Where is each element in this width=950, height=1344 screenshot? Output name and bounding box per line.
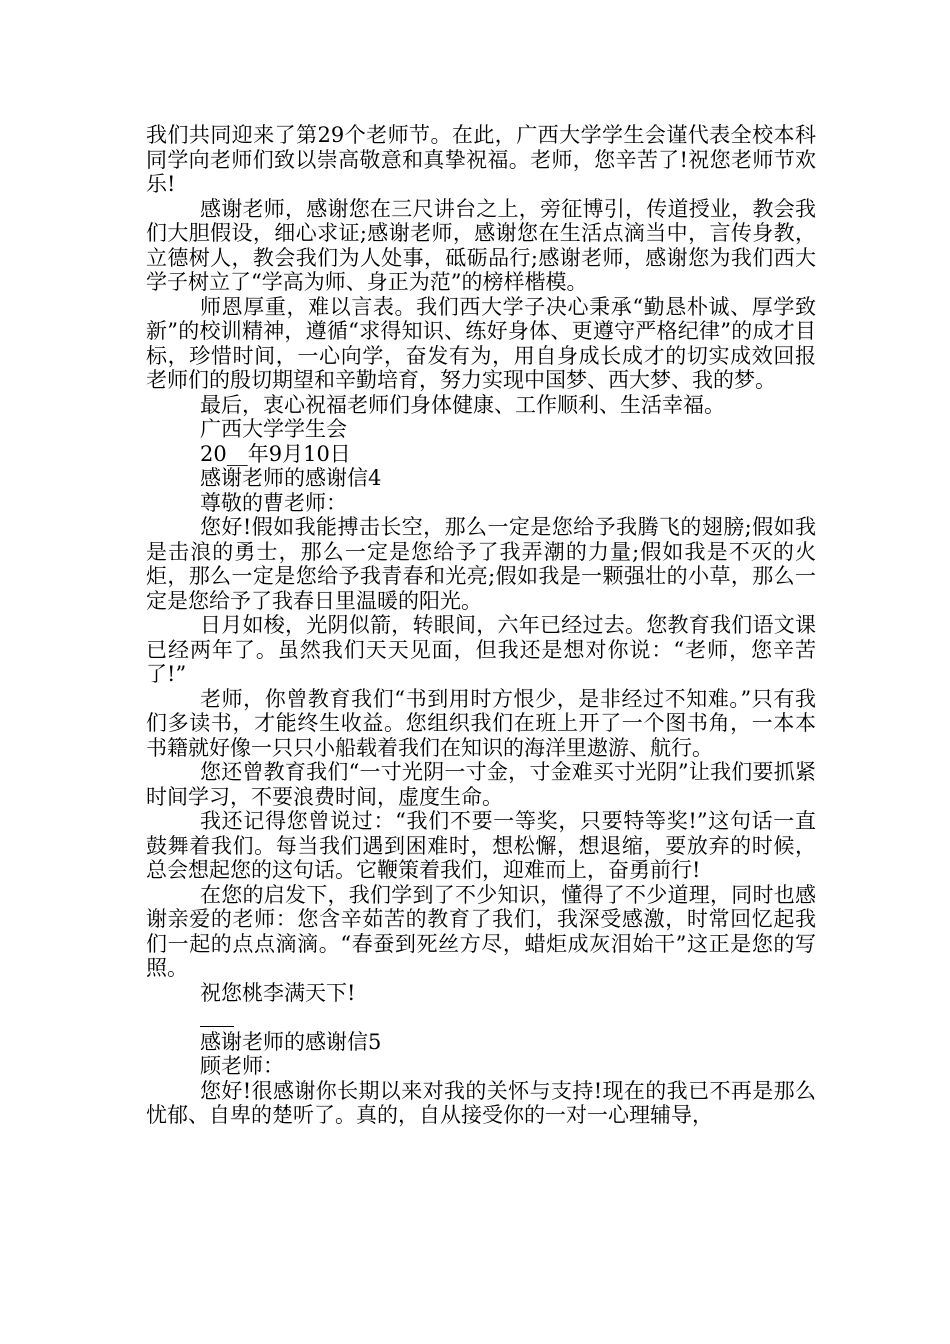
salutation: 尊敬的曹老师： — [200, 490, 347, 515]
paragraph: 老师，你曾教育我们“书到用时方恨少，是非经过不知难。”只有我们多读书，才能终生收益。您组织我们在班上开了一个图书角，一本本书籍就好像一只只小船载着我们在知识的海洋里遨游、航行。 — [146, 686, 816, 760]
paragraph: 在您的启发下，我们学到了不少知识，懂得了不少道理，同时也感谢亲爱的老师：您含辛茹苦的教育了我们，我深受感激，时常回忆起我们一起的点点滴滴。“春蚕到死丝方尽，蜡炬成灰泪始干”这正是您的写照。 — [146, 882, 816, 980]
paragraph: 师恩厚重，难以言表。我们西大学子决心秉承“勤恳朴诚、厚学致新”的校训精神，遵循“求得知识、练好身体、更遵守严格纪律”的成才目标，珍惜时间，一心向学，奋发有为，用自身成长成才的切实成效回报老师们的殷切期望和辛勤培育，努力实现中国梦、西大梦、我的梦。 — [146, 294, 816, 392]
signature-date: 20__年9月10日 — [200, 441, 351, 466]
closing-wish: 祝您桃李满天下! — [200, 980, 356, 1005]
signature-organization: 广西大学学生会 — [200, 417, 347, 441]
paragraph: 您好!假如我能搏击长空，那么一定是您给予我腾飞的翅膀;假如我是击浪的勇士，那么一定是您给予了我弄潮的力量;假如我是不灭的火炬，那么一定是您给予我青春和光亮;假如我是一颗强壮的小草，那么一定是您给予了我春日里温暖的阳光。 — [146, 515, 816, 613]
letter-title: 感谢老师的感谢信5 — [200, 1029, 382, 1054]
paragraph: 我还记得您曾说过：“我们不要一等奖，只要特等奖!”这句话一直鼓舞着我们。每当我们遇到困难时，想松懈，想退缩，要放弃的时候，总会想起您的这句话。它鞭策着我们，迎难而上，奋勇前行! — [146, 809, 816, 882]
salutation: 顾老师： — [200, 1054, 284, 1078]
paragraph: 我们共同迎来了第29个老师节。在此，广西大学学生会谨代表全校本科同学向老师们致以崇高敬意和真挚祝福。老师，您辛苦了!祝您老师节欢乐! — [146, 123, 816, 196]
letter-body — [146, 123, 816, 1128]
blank-signature-line — [146, 1005, 816, 1030]
paragraph: 您还曾教育我们“一寸光阴一寸金，寸金难买寸光阴”让我们要抓紧时间学习，不要浪费时间，虚度生命。 — [146, 760, 816, 809]
paragraph: 最后，衷心祝福老师们身体健康、工作顺利、生活幸福。 — [200, 392, 725, 417]
paragraph: 感谢老师，感谢您在三尺讲台之上，旁征博引，传道授业，教会我们大胆假设，细心求证;感谢老师，感谢您在生活点滴当中，言传身教，立德树人，教会我们为人处事，砥砺品行;感谢老师，感谢您为我们西大学子树立了“学高为师、身正为范”的榜样楷模。 — [146, 196, 816, 294]
paragraph: 您好!很感谢你长期以来对我的关怀与支持!现在的我已不再是那么忧郁、自卑的楚听了。真的，自从接受你的一对一心理辅导， — [146, 1078, 816, 1127]
paragraph: 日月如梭，光阴似箭，转眼间，六年已经过去。您教育我们语文课已经两年了。虽然我们天天见面，但我还是想对你说：“老师，您辛苦了!” — [146, 613, 816, 686]
signature-underline — [200, 1026, 234, 1027]
letter-title: 感谢老师的感谢信4 — [200, 466, 382, 490]
